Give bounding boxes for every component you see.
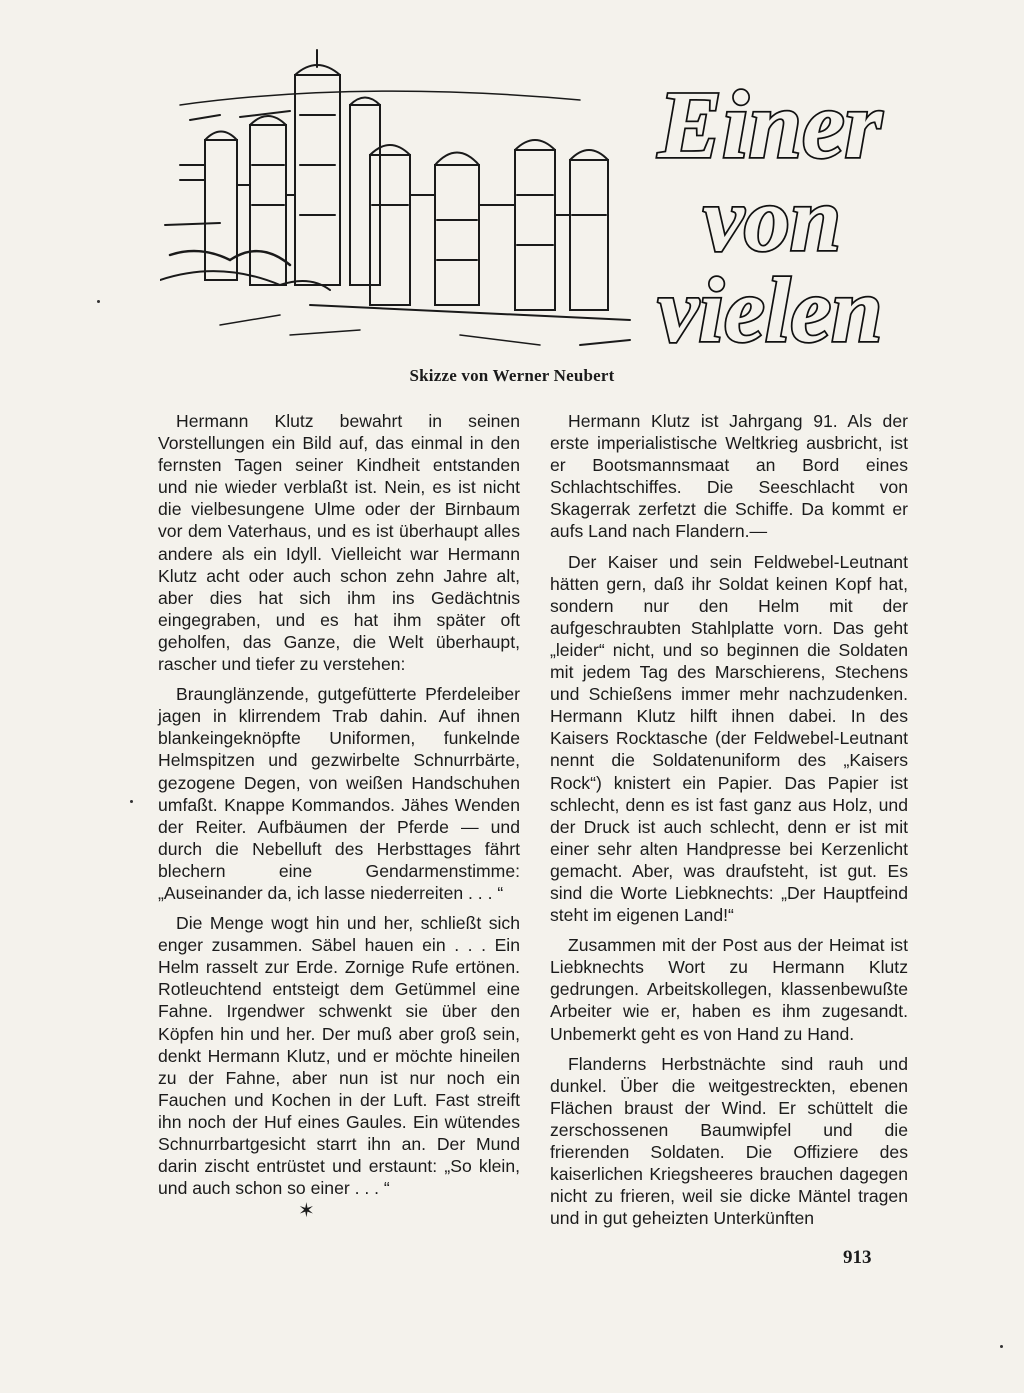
paragraph: Flanderns Herbstnächte sind rauh und dunkel. Über die weitgestreckten, ebenen Flächen braust der Wind. Er schüttelt die zerschossenen Baumwipfel und die frierenden Soldaten. Die Offiziere des kaiserlichen Kriegsheeres brauchen dagegen nicht zu frieren, weil sie dicke Mäntel tragen und in gut geheizten Unterkünften <box>550 1053 908 1229</box>
title-line-einer: Einer <box>657 71 883 178</box>
refinery-sketch-illustration <box>160 45 900 355</box>
title-line-vielen: vielen <box>657 259 883 355</box>
title-line-von: von <box>703 168 841 270</box>
paragraph: Der Kaiser und sein Feldwebel-Leutnant hätten gern, daß ihr Soldat keinen Kopf hat, sondern nur den Helm mit der aufgeschraubten Stahlplatte vorn. Das geht „leider“ nicht, und so beginnen die Soldaten mit jedem Tag des Marschierens, Stechens und Schießens immer mehr nachzudenken. Hermann Klutz hilft ihnen dabei. In des Kaisers Rocktasche (der Feldwebel-Leutnant nennt die Soldatenuniform des „Kaisers Rock“) knistert ein Papier. Das Papier ist schlecht, denn es ist fast ganz aus Holz, und der Druck ist auch schlecht, denn er ist mit einer sehr alten Handpresse bei Kerzenlicht gemacht. Aber, was draufsteht, ist gut. Es sind die Worte Liebknechts: „Der Hauptfeind steht im eigenen Land!“ <box>550 551 908 926</box>
page-number: 913 <box>843 1247 872 1268</box>
illustration-caption: Skizze von Werner Neubert <box>409 366 615 385</box>
left-text-column <box>158 410 520 1207</box>
print-speck <box>130 800 133 803</box>
paragraph: Hermann Klutz bewahrt in seinen Vorstellungen ein Bild auf, das einmal in den fernsten Tagen seiner Kindheit entstanden und nie wieder verblaßt ist. Nein, es ist nicht die vielbesungene Ulme oder der Birnbaum vor dem Vaterhaus, und es ist überhaupt alles andere als ein Idyll. Vielleicht war Hermann Klutz acht oder auch schon zehn Jahre alt, aber dies hat sich ihm ins Gedächtnis eingegraben, und es hat ihm später oft geholfen, das Ganze, die Welt überhaupt, rascher und tiefer zu verstehen: <box>158 411 520 675</box>
section-separator-asterisk: ✶ <box>298 1198 315 1222</box>
print-speck <box>1000 1345 1003 1348</box>
print-speck <box>97 300 100 303</box>
paragraph: Braunglänzende, gutgefütterte Pferdeleiber jagen in klirrendem Trab dahin. Auf ihnen blankeingeknöpfte Uniformen, funkelnde Helmspitzen und gezwirbelte Schnurrbärte, gezogene Degen, von weißen Handschuhen umfaßt. Knappe Kommandos. Jähes Wenden der Reiter. Aufbäumen der Pferde — und durch die Nebelluft des Herbsttages fährt blechern eine Gendarmenstimme: „Auseinander da, ich lasse niederreiten . . . “ <box>158 684 520 903</box>
paragraph: Die Menge wogt hin und her, schließt sich enger zusammen. Säbel hauen ein . . . Ein Helm rasselt zur Erde. Zornige Rufe ertönen. Rotleuchtend entsteigt dem Getümmel eine Fahne. Irgendwer schwenkt sie über den Köpfen hin und her. Der muß aber groß sein, denkt Hermann Klutz, und er möchte hineilen zu der Fahne, aber nun ist nur noch ein Fauchen und Kochen in der Luft. Fast streift ihn noch der Huf eines Gaules. Ein wütendes Schnurrbartgesicht starrt ihn an. Der Mund darin zischt entrüstet und erstaunt: „So klein, und auch schon so einer . . . “ <box>158 913 520 1199</box>
right-text-column <box>550 410 908 1237</box>
paragraph: Zusammen mit der Post aus der Heimat ist Liebknechts Wort zu Hermann Klutz gedrungen. Arbeitskollegen, klassenbewußte Arbeiter wie er, haben es ihm zugesandt. Unbemerkt geht es von Hand zu Hand. <box>550 935 908 1044</box>
paragraph: Hermann Klutz ist Jahrgang 91. Als der erste imperialistische Weltkrieg ausbricht, ist er Bootsmannsmaat an Bord eines Schlachtschiffes. Die Seeschlacht von Skagerrak zerfetzt die Schiffe. Da kommt er aufs Land nach Flandern.— <box>550 411 908 542</box>
